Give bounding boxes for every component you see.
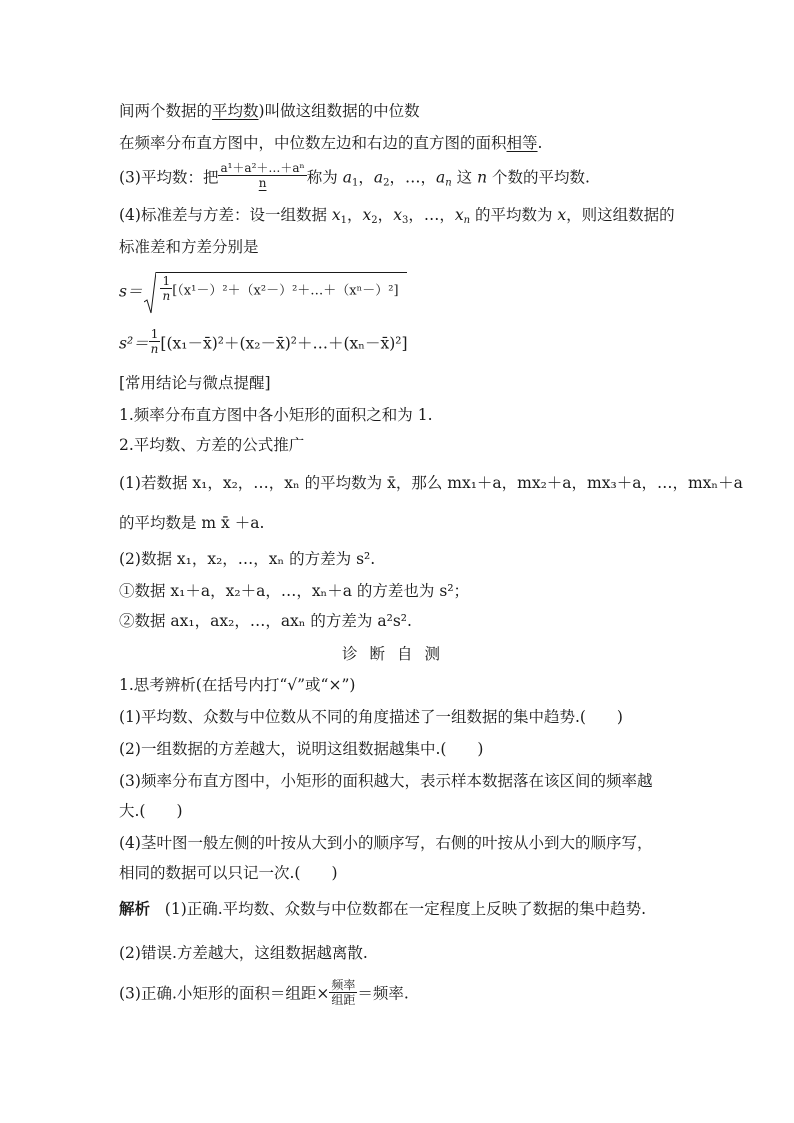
question-3: (3)频率分布直方图中，小矩形的面积越大，表示样本数据落在该区间的频率越 [119, 772, 653, 790]
std-definition: (4)标准差与方差：设一组数据 $x_1$，$x_2$，$x_3$，…，$x_n$ 的平均数为 x，则这组数据的 [119, 206, 675, 226]
text-line-5: 标准差和方差分别是 [119, 238, 259, 256]
text-line-12: 的平均数是 m x̄ ＋a. [119, 514, 265, 532]
variance-formula: s²＝ $\frac{1}{n}$ [(x₁－x̄)²＋(x₂－x̄)²＋…＋(xₙ－x̄)²] [119, 327, 408, 356]
text-line-1: 间两个数据的平均数)叫做这组数据的中位数 [119, 102, 420, 120]
text-line-13: (2)数据 x₁，x₂，…，xₙ 的方差为 s². [119, 550, 376, 568]
answer-2: (2)错误.方差越大，这组数据越离散. [119, 944, 368, 962]
question-2: (2)一组数据的方差越大，说明这组数据越集中.( ) [119, 740, 484, 758]
answer-3: (3)正确.小矩形的面积＝组距× $\frac{\text{频率}}{\text{组距}}$ ＝频率. [119, 978, 409, 1007]
text-line-11: (1)若数据 x₁，x₂，…，xₙ 的平均数为 x̄，那么 mx₁＋a，mx₂＋a，mx₃＋a，…，mxₙ＋a [119, 474, 743, 492]
question-intro: 1.思考辨析(在括号内打“√”或“×”) [119, 676, 356, 694]
underlined-term: 相等 [506, 134, 538, 152]
sqrt-sign: $\frac{1}{n}$ [（x¹－）²＋（x²－）²＋…＋（xⁿ－）²] [156, 272, 406, 305]
question-1: (1)平均数、众数与中位数从不同的角度描述了一组数据的集中趋势.( ) [119, 708, 623, 726]
text-line-15: ②数据 ax₁，ax₂，…，axₙ 的方差为 a²s². [119, 612, 412, 630]
answer-label: 解析 [119, 899, 151, 918]
mean-fraction: $\frac{\text{a¹＋a²＋…＋aⁿ}}{n}$ [220, 161, 305, 190]
question-3-cont: 大.( ) [119, 802, 183, 820]
question-4: (4)茎叶图一般左侧的叶按从大到小的顺序写，右侧的叶按从小到大的顺序写， [119, 834, 653, 852]
text-line-9: 1.频率分布直方图中各小矩形的面积之和为 1. [119, 406, 433, 424]
text-line-10: 2.平均数、方差的公式推广 [119, 436, 305, 454]
text-line-14: ①数据 x₁＋a，x₂＋a，…，xₙ＋a 的方差也为 s²； [119, 582, 470, 600]
answer-1: 解析 (1)正确.平均数、众数与中位数都在一定程度上反映了数据的集中趋势. [119, 899, 647, 918]
text-line-2: 在频率分布直方图中，中位数左边和右边的直方图的面积相等. [119, 134, 543, 152]
question-4-cont: 相同的数据可以只记一次.( ) [119, 864, 338, 882]
section-heading: 诊断自测 [341, 645, 452, 663]
subsection-title: [常用结论与微点提醒] [119, 374, 271, 392]
mean-definition: (3)平均数：把 $\frac{\text{a¹＋a²＋…＋aⁿ}}{n}$ 称为 $a_1$，$a_2$，…，$a_n$ 这 n 个数的平均数. [119, 161, 590, 190]
std-formula: s＝ $\frac{1}{n}$ [（x¹－）²＋（x²－）²＋…＋（xⁿ－）²] [119, 276, 407, 309]
underlined-term: 平均数 [212, 102, 259, 120]
